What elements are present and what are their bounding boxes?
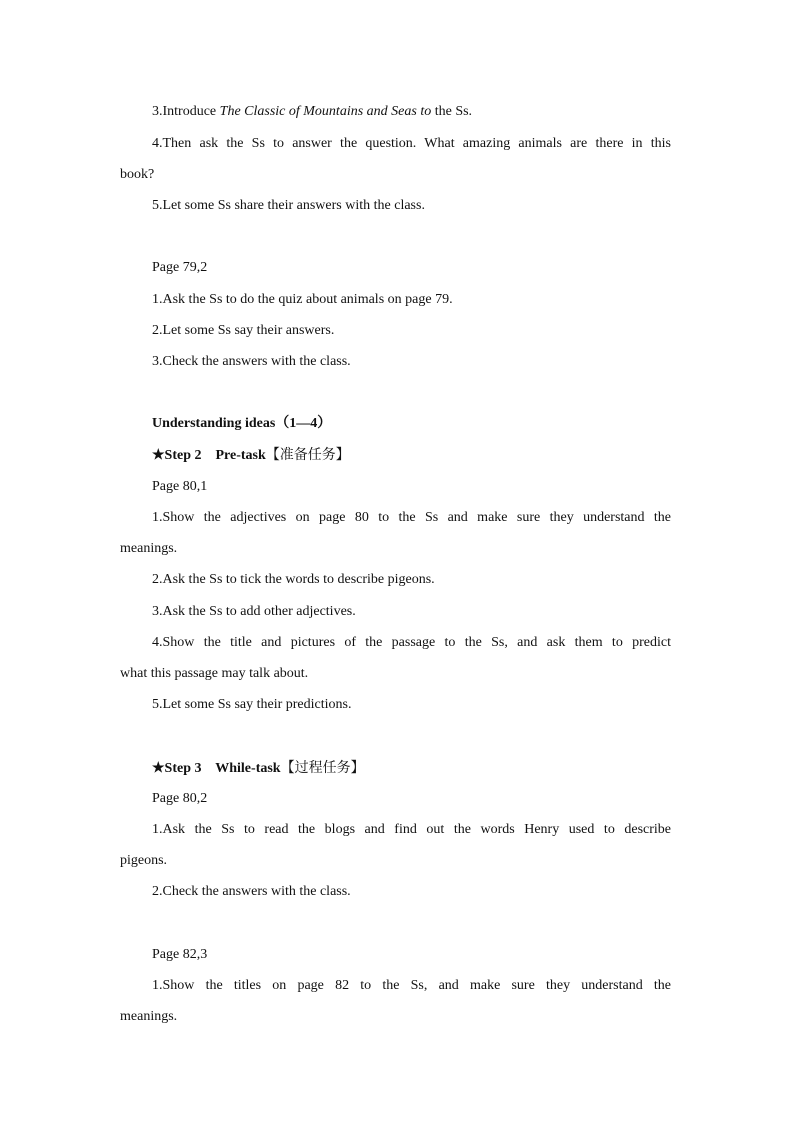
- step2-label: ★Step 2 Pre-task: [152, 448, 266, 463]
- step2-item-4-line-1: 4.Show the title and pictures of the passage to the Ss, and ask them to predict: [152, 635, 671, 650]
- step2-cn-label: 【准备任务】: [265, 447, 350, 463]
- understanding-ideas-heading: Understanding ideas（1—4）: [152, 416, 332, 431]
- book-title: The Classic of Mountains and Seas to: [219, 104, 432, 119]
- intro-item-4-line-1: 4.Then ask the Ss to answer the question. What amazing animals are there in this: [152, 136, 671, 151]
- step2-item-4-line-2: what this passage may talk about.: [120, 666, 309, 681]
- step2-item-1-line-1: 1.Show the adjectives on page 80 to the Ss and make sure they understand the: [152, 510, 671, 525]
- page79-item-3: 3.Check the answers with the class.: [152, 354, 351, 369]
- page79-item-2: 2.Let some Ss say their answers.: [152, 323, 335, 338]
- step3-item-2: 2.Check the answers with the class.: [152, 884, 351, 899]
- step3-item-1-line-1: 1.Ask the Ss to read the blogs and find out the words Henry used to describe: [152, 822, 671, 837]
- intro-item-5: 5.Let some Ss share their answers with the class.: [152, 198, 425, 213]
- step2-heading: [152, 446, 671, 465]
- page82-item-1-line-2: meanings.: [120, 1009, 178, 1024]
- step2-item-3: 3.Ask the Ss to add other adjectives.: [152, 604, 356, 619]
- intro-item-3-prefix: 3.Introduce: [152, 104, 220, 119]
- intro-item-3: [152, 103, 671, 121]
- page79-item-1: 1.Ask the Ss to do the quiz about animals on page 79.: [152, 292, 453, 307]
- step3-heading: [152, 759, 671, 778]
- page82-item-1-line-1: 1.Show the titles on page 82 to the Ss, and make sure they understand the: [152, 978, 671, 993]
- page79-heading: Page 79,2: [152, 260, 208, 275]
- page80-2-heading: Page 80,2: [152, 791, 208, 806]
- step2-item-5: 5.Let some Ss say their predictions.: [152, 697, 352, 712]
- step3-item-1-line-2: pigeons.: [120, 853, 168, 868]
- intro-item-3-suffix: the Ss.: [431, 104, 473, 119]
- intro-item-4-line-2: book?: [120, 167, 155, 182]
- step3-label: ★Step 3 While-task: [152, 761, 281, 776]
- step2-item-2: 2.Ask the Ss to tick the words to describe pigeons.: [152, 572, 435, 587]
- step3-cn-label: 【过程任务】: [280, 760, 365, 776]
- page80-1-heading: Page 80,1: [152, 479, 208, 494]
- page82-heading: Page 82,3: [152, 947, 208, 962]
- step2-item-1-line-2: meanings.: [120, 541, 178, 556]
